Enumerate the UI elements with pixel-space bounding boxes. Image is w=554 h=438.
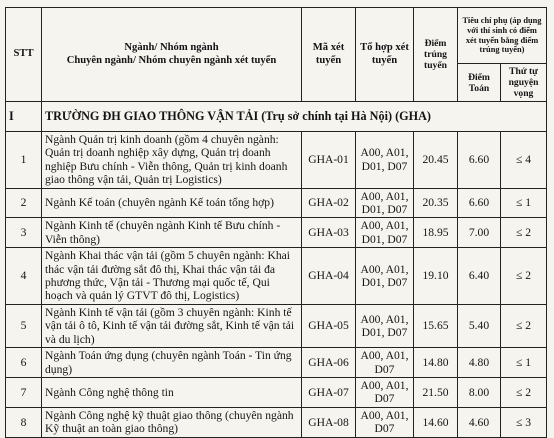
row-math: 4.60: [458, 407, 501, 437]
row-stt: 6: [6, 348, 42, 378]
row-combos: A00, A01, D07: [356, 407, 414, 437]
row-code: GHA-01: [302, 132, 356, 189]
row-code: GHA-04: [302, 248, 356, 305]
row-order: ≤ 2: [501, 218, 547, 248]
header-combos: Tổ hợp xét tuyển: [356, 8, 414, 102]
row-order: ≤ 2: [501, 377, 547, 407]
table-row: [6, 218, 547, 248]
row-cutoff: 15.65: [414, 304, 458, 347]
header-order: Thứ tự nguyện vọng: [501, 64, 547, 102]
row-stt: 8: [6, 407, 42, 437]
row-order: ≤ 2: [501, 304, 547, 347]
row-stt: 5: [6, 304, 42, 347]
table-row: [6, 304, 547, 347]
row-code: GHA-05: [302, 304, 356, 347]
row-cutoff: 14.60: [414, 407, 458, 437]
row-math: 6.40: [458, 248, 501, 305]
row-combos: A00, A01, D01, D07: [356, 304, 414, 347]
row-stt: 7: [6, 377, 42, 407]
header-cutoff: Điểm trúng tuyển: [414, 8, 458, 102]
table-row: [6, 407, 547, 437]
row-stt: 4: [6, 248, 42, 305]
row-math: 6.60: [458, 132, 501, 189]
header-code: Mã xét tuyển: [302, 8, 356, 102]
table-row: [6, 132, 547, 189]
header-major-line1: Ngành/ Nhóm ngành: [124, 42, 219, 54]
row-order: ≤ 1: [501, 348, 547, 378]
header-criteria: Tiêu chí phụ (áp dụng với thí sinh có điểm xét tuyển bằng điểm trúng tuyển): [458, 8, 547, 64]
row-math: 6.60: [458, 188, 501, 218]
admission-table: [5, 7, 547, 438]
row-order: ≤ 4: [501, 132, 547, 189]
row-combos: A00, A01, D01, D07: [356, 218, 414, 248]
row-cutoff: 20.45: [414, 132, 458, 189]
row-order: ≤ 2: [501, 248, 547, 305]
header-stt: STT: [6, 8, 42, 102]
row-major: Ngành Kinh tế vận tải (gồm 3 chuyên ngành: Kinh tế vận tải ô tô, Kinh tế vận tải đường sắt, Kinh tế vận tải và du lịch): [42, 304, 302, 347]
row-code: GHA-02: [302, 188, 356, 218]
table-row: [6, 348, 547, 378]
row-combos: A00, A01, D01, D07: [356, 248, 414, 305]
row-order: ≤ 1: [501, 188, 547, 218]
row-code: GHA-06: [302, 348, 356, 378]
row-major: Ngành Công nghệ thông tin: [42, 377, 302, 407]
row-order: ≤ 3: [501, 407, 547, 437]
table-row: [6, 188, 547, 218]
row-cutoff: 14.80: [414, 348, 458, 378]
row-stt: 3: [6, 218, 42, 248]
table-row: [6, 248, 547, 305]
row-major: Ngành Quản trị kinh doanh (gồm 4 chuyên ngành: Quản trị doanh nghiệp xây dựng, Quản trị doanh nghiệp Bưu chính - Viễn thông, Quản trị kinh doanh giao thông vận tải, Quản trị Logistics): [42, 132, 302, 189]
header-major-line2: Chuyên ngành/ Nhóm chuyên ngành xét tuyển: [66, 54, 277, 66]
row-major: Ngành Kế toán (chuyên ngành Kế toán tổng hợp): [42, 188, 302, 218]
school-stt: I: [6, 102, 42, 132]
row-cutoff: 20.35: [414, 188, 458, 218]
header-math: Điểm Toán: [458, 64, 501, 102]
row-math: 7.00: [458, 218, 501, 248]
row-code: GHA-03: [302, 218, 356, 248]
school-name: TRƯỜNG ĐH GIAO THÔNG VẬN TẢI (Trụ sở chính tại Hà Nội) (GHA): [42, 102, 547, 132]
row-combos: A00, A01, D01, D07: [356, 188, 414, 218]
row-stt: 1: [6, 132, 42, 189]
row-major: Ngành Kinh tế (chuyên ngành Kinh tế Bưu chính - Viễn thông): [42, 218, 302, 248]
row-major: Ngành Khai thác vận tải (gồm 5 chuyên ngành: Khai thác vận tải đường sắt đô thị, Khai thác vận tải đa phương thức, Vận tải - Thương mại quốc tế, Qui hoạch và quản lý GTVT đô thị, Logistics): [42, 248, 302, 305]
table-row: [6, 377, 547, 407]
row-math: 4.80: [458, 348, 501, 378]
row-math: 5.40: [458, 304, 501, 347]
row-stt: 2: [6, 188, 42, 218]
row-code: GHA-07: [302, 377, 356, 407]
row-combos: A00, A01, D07: [356, 377, 414, 407]
row-combos: A00, A01, D07: [356, 348, 414, 378]
row-math: 8.00: [458, 377, 501, 407]
row-major: Ngành Toán ứng dụng (chuyên ngành Toán - Tin ứng dụng): [42, 348, 302, 378]
row-combos: A00, A01, D01, D07: [356, 132, 414, 189]
school-row: [6, 102, 547, 132]
row-code: GHA-08: [302, 407, 356, 437]
header-major: [42, 8, 302, 102]
row-cutoff: 18.95: [414, 218, 458, 248]
row-cutoff: 21.50: [414, 377, 458, 407]
row-cutoff: 19.10: [414, 248, 458, 305]
row-major: Ngành Công nghệ kỹ thuật giao thông (chuyên ngành Kỹ thuật an toàn giao thông): [42, 407, 302, 437]
